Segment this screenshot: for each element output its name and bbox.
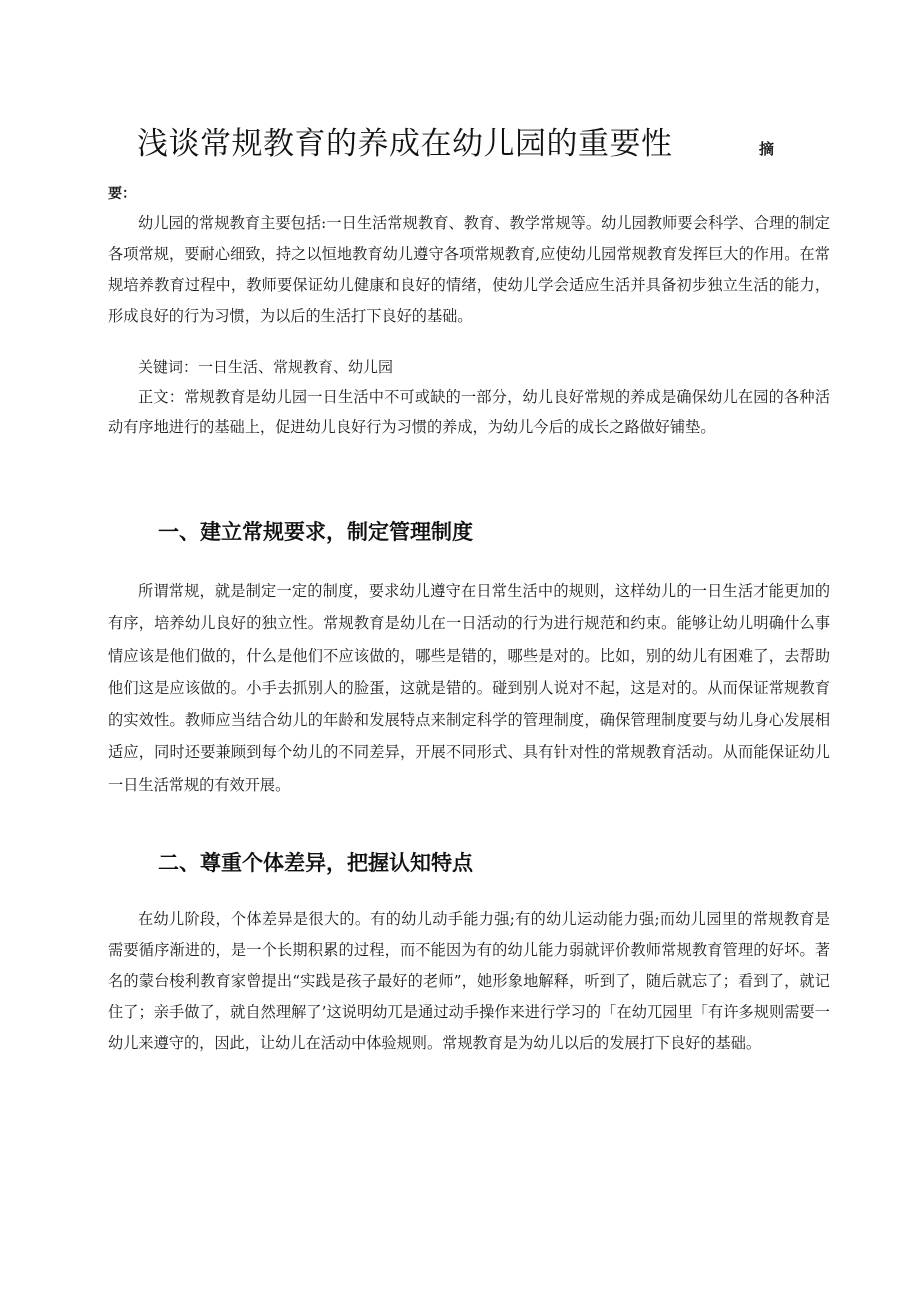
abstract-label-part2: 要： — [108, 186, 136, 202]
section-2-paragraph: 在幼儿阶段，个体差异是很大的。有的幼儿动手能力强;有的幼儿运动能力强;而幼儿园里的常规教育是需要循序渐进的，是一个长期积累的过程，而不能因为有的幼儿能力弱就评价教师常规教育管理的好坏。著名的蒙台梭利教育家曾提出“实践是孩子最好的老师”，她形象地解释，听到了，随后就忘了；看到了，就记住了；亲手做了，就自然理解了’这说明幼兀是通过动手操作来进行学习的「在幼兀园里「有许多规则需要一幼儿来遵守的，因此，让幼儿在活动中体验规则。常规教育是为幼儿以后的发展打下良好的基础。 — [108, 910, 830, 1052]
section-heading-2: 二、尊重个体差异，把握认知特点 — [158, 851, 473, 875]
section-1-paragraph: 所谓常规，就是制定一定的制度，要求幼儿遵守在日常生活中的规则，这样幼儿的一日生活才能更加的有序，培养幼儿良好的独立性。常规教育是幼儿在一日活动的行为进行规范和约束。能够让幼儿明确什么事情应该是他们做的，什么是他们不应该做的，哪些是错的，哪些是对的。比如，别的幼儿有困难了，去帮助他们这是应该做的。小手去抓别人的脸蛋，这就是错的。碰到别人说对不起，这是对的。从而保证常规教育的实效性。教师应当结合幼儿的年龄和发展特点来制定科学的管理制度，确保管理制度要与幼儿身心发展相适应，同时还要兼顾到每个幼儿的不同差异，开展不同形式、具有针对性的常规教育活动。从而能保证幼儿一日生活常规的有效开展。 — [108, 582, 830, 794]
body-intro-paragraph: 正文：常规教育是幼儿园一日生活中不可或缺的一部分，幼儿良好常规的养成是确保幼儿在园的各种活动有序地进行的基础上，促进幼儿良好行为习惯的养成，为幼儿今后的成长之路做好铺垫。 — [108, 388, 830, 436]
abstract-paragraph: 幼儿园的常规教育主要包括:一日生活常规教育、教育、教学常规等。幼儿园教师要会科学、合理的制定各项常规，要耐心细致，持之以恒地教育幼儿遵守各项常规教育,应使幼儿园常规教育发挥巨大的作用。在常规培养教育过程中，教师要保证幼儿健康和良好的情绪，使幼儿学会适应生活并具备初步独立生活的能力，形成良好的行为习惯，为以后的生活打下良好的基础。 — [108, 214, 830, 325]
keywords-line: 关键词：一日生活、常规教育、幼儿园 — [138, 358, 394, 376]
abstract-label-part1: 摘 — [759, 140, 775, 158]
section-heading-1: 一、建立常规要求，制定管理制度 — [158, 520, 473, 544]
document-title: 浅谈常规教育的养成在幼儿园的重要性 — [137, 126, 673, 162]
